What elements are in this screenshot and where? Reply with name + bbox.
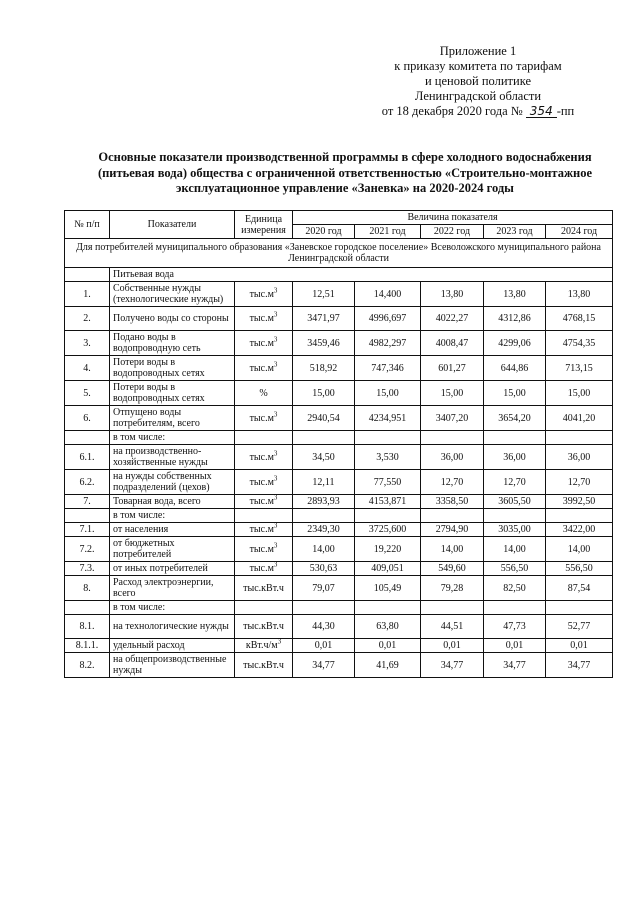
row-value [421, 601, 484, 615]
row-value: 14,00 [293, 537, 355, 562]
unit-superscript: 3 [273, 449, 278, 458]
row-indicator: на технологические нужды [110, 615, 235, 639]
table-row [65, 509, 613, 523]
row-indicator: на производственно-хозяйственные нужды [110, 445, 235, 470]
row-value [293, 431, 355, 445]
unit-text: тыс.м [249, 563, 274, 574]
row-value: 0,01 [546, 639, 613, 653]
row-value: 4312,86 [484, 307, 546, 331]
row-unit [235, 445, 293, 470]
row-value: 47,73 [484, 615, 546, 639]
header-year: 2023 год [484, 225, 546, 239]
row-value [293, 509, 355, 523]
row-value: 15,00 [421, 381, 484, 406]
row-unit [235, 381, 293, 406]
row-value: 2794,90 [421, 523, 484, 537]
row-number: 7.3. [65, 562, 110, 576]
header-year: 2021 год [355, 225, 421, 239]
row-value: 12,51 [293, 282, 355, 307]
row-number [65, 431, 110, 445]
row-value [546, 509, 613, 523]
header-unit-line2: измерения [241, 224, 286, 236]
section-no-cell [65, 268, 110, 282]
row-value: 3992,50 [546, 495, 613, 509]
row-value: 601,27 [421, 356, 484, 381]
header-value-group: Величина показателя [293, 211, 613, 225]
row-value: 36,00 [546, 445, 613, 470]
order-suffix: -пп [556, 104, 575, 118]
row-value: 747,346 [355, 356, 421, 381]
table-row [65, 356, 613, 381]
row-value: 3035,00 [484, 523, 546, 537]
row-unit [235, 495, 293, 509]
row-value: 34,77 [421, 653, 484, 678]
row-value: 530,63 [293, 562, 355, 576]
row-value: 13,80 [421, 282, 484, 307]
row-value: 556,50 [484, 562, 546, 576]
table-row [65, 495, 613, 509]
header-unit [235, 211, 293, 239]
row-unit [235, 406, 293, 431]
row-value: 13,80 [484, 282, 546, 307]
row-indicator: Расход электроэнергии, всего [110, 576, 235, 601]
row-value [546, 601, 613, 615]
header-year: 2022 год [421, 225, 484, 239]
row-value [421, 509, 484, 523]
row-number: 8. [65, 576, 110, 601]
row-value: 3407,20 [421, 406, 484, 431]
appendix-line-2: к приказу комитета по тарифам [394, 59, 562, 73]
unit-text: тыс.м [249, 476, 274, 488]
unit-superscript: 3 [273, 521, 278, 530]
section-row [65, 268, 613, 282]
row-unit [235, 653, 293, 678]
row-number: 7. [65, 495, 110, 509]
row-value: 12,11 [293, 470, 355, 495]
header-year: 2020 год [293, 225, 355, 239]
row-value: 4982,297 [355, 331, 421, 356]
table-row [65, 445, 613, 470]
row-value: 14,400 [355, 282, 421, 307]
table-row [65, 653, 613, 678]
title-line-1: Основные показатели производственной программы в сфере холодного водоснабжения [98, 150, 592, 164]
table-row [65, 639, 613, 653]
row-indicator: от населения [110, 523, 235, 537]
unit-text: тыс.м [249, 313, 274, 324]
row-value: 36,00 [484, 445, 546, 470]
row-value: 4041,20 [546, 406, 613, 431]
row-indicator: Получено воды со стороны [110, 307, 235, 331]
row-unit [235, 523, 293, 537]
row-number [65, 601, 110, 615]
row-indicator: от иных потребителей [110, 562, 235, 576]
table-row [65, 470, 613, 495]
unit-text: тыс.м [249, 524, 274, 535]
row-value: 4153,871 [355, 495, 421, 509]
table-row [65, 537, 613, 562]
table-row [65, 615, 613, 639]
unit-text: тыс.кВт.ч [243, 659, 284, 671]
unit-text: тыс.м [249, 543, 274, 555]
unit-superscript: 3 [273, 310, 278, 319]
table-row [65, 562, 613, 576]
region-row [65, 239, 613, 268]
row-number: 6. [65, 406, 110, 431]
row-value [355, 431, 421, 445]
row-unit [235, 431, 293, 445]
row-value: 4754,35 [546, 331, 613, 356]
row-value: 34,77 [546, 653, 613, 678]
row-unit [235, 282, 293, 307]
document-title [80, 150, 610, 197]
appendix-line-3: и ценовой политике [424, 74, 532, 88]
row-value: 2940,54 [293, 406, 355, 431]
row-unit [235, 639, 293, 653]
row-indicator: Отпущено воды потребителям, всего [110, 406, 235, 431]
unit-text: тыс.м [249, 362, 274, 374]
row-indicator: от бюджетных потребителей [110, 537, 235, 562]
row-number [65, 509, 110, 523]
row-value: 15,00 [355, 381, 421, 406]
table-row [65, 282, 613, 307]
unit-text: кВт.ч/м [245, 640, 278, 651]
row-value [355, 509, 421, 523]
row-value: 14,00 [421, 537, 484, 562]
row-value: 3471,97 [293, 307, 355, 331]
row-number: 8.1. [65, 615, 110, 639]
row-unit [235, 615, 293, 639]
unit-superscript: 3 [273, 286, 278, 295]
header-unit-line1: Единица [244, 213, 283, 225]
row-indicator: на нужды собственных подразделений (цехов) [110, 470, 235, 495]
row-unit [235, 470, 293, 495]
unit-superscript: 3 [273, 410, 278, 419]
row-unit [235, 509, 293, 523]
row-number: 3. [65, 331, 110, 356]
row-value: 19,220 [355, 537, 421, 562]
appendix-header [368, 44, 588, 119]
row-unit [235, 307, 293, 331]
unit-superscript: 3 [273, 474, 278, 483]
row-indicator: Товарная вода, всего [110, 495, 235, 509]
row-value: 77,550 [355, 470, 421, 495]
unit-text: тыс.кВт.ч [243, 621, 284, 632]
row-indicator: в том числе: [110, 509, 235, 523]
row-value [355, 601, 421, 615]
table-row [65, 307, 613, 331]
unit-superscript: 3 [273, 335, 278, 344]
row-value: 87,54 [546, 576, 613, 601]
table-header-row [65, 211, 613, 225]
row-unit [235, 331, 293, 356]
row-value: 4996,697 [355, 307, 421, 331]
table-row [65, 406, 613, 431]
row-value: 79,07 [293, 576, 355, 601]
row-value: 409,051 [355, 562, 421, 576]
row-value: 3654,20 [484, 406, 546, 431]
row-unit [235, 562, 293, 576]
row-value: 14,00 [546, 537, 613, 562]
row-value: 15,00 [546, 381, 613, 406]
row-value: 15,00 [484, 381, 546, 406]
row-number: 2. [65, 307, 110, 331]
row-value: 34,77 [293, 653, 355, 678]
row-value [484, 431, 546, 445]
row-value: 44,51 [421, 615, 484, 639]
row-unit [235, 601, 293, 615]
row-value: 36,00 [421, 445, 484, 470]
row-value [484, 601, 546, 615]
row-value [293, 601, 355, 615]
row-number: 6.2. [65, 470, 110, 495]
row-indicator: Потери воды в водопроводных сетях [110, 356, 235, 381]
row-value: 12,70 [421, 470, 484, 495]
row-value: 105,49 [355, 576, 421, 601]
row-value: 4022,27 [421, 307, 484, 331]
row-indicator: удельный расход [110, 639, 235, 653]
order-number: 354 [526, 105, 557, 118]
indicators-table [64, 210, 613, 678]
appendix-line-4: Ленинградской области [414, 89, 542, 103]
row-value: 644,86 [484, 356, 546, 381]
order-date: от 18 декабря 2020 года № [381, 104, 523, 118]
row-number: 1. [65, 282, 110, 307]
row-value: 0,01 [484, 639, 546, 653]
row-value: 4234,951 [355, 406, 421, 431]
order-date-line [368, 104, 588, 119]
unit-text: тыс.кВт.ч [243, 582, 284, 594]
row-value: 3,530 [355, 445, 421, 470]
row-number: 6.1. [65, 445, 110, 470]
row-value: 518,92 [293, 356, 355, 381]
row-number: 8.2. [65, 653, 110, 678]
row-number: 8.1.1. [65, 639, 110, 653]
row-value: 41,69 [355, 653, 421, 678]
section-cell: Питьевая вода [110, 268, 613, 282]
row-value: 14,00 [484, 537, 546, 562]
table-row [65, 431, 613, 445]
unit-text: тыс.м [249, 451, 274, 463]
unit-superscript: 3 [273, 541, 278, 550]
row-value: 556,50 [546, 562, 613, 576]
row-value [421, 431, 484, 445]
row-number: 4. [65, 356, 110, 381]
row-value [546, 431, 613, 445]
row-value: 3422,00 [546, 523, 613, 537]
row-value: 549,60 [421, 562, 484, 576]
row-value: 12,70 [484, 470, 546, 495]
unit-superscript: 3 [273, 493, 278, 502]
row-value: 34,50 [293, 445, 355, 470]
table-row [65, 381, 613, 406]
title-line-2: (питьевая вода) общества с ограниченной ответственностью «Строительно-монтажное [97, 165, 593, 180]
row-indicator: Подано воды в водопроводную сеть [110, 331, 235, 356]
unit-text: тыс.м [249, 496, 274, 507]
row-unit [235, 537, 293, 562]
region-cell: Для потребителей муниципального образования «Заневское городское поселение» Всеволожского муниципального района Ленинградской области [65, 239, 613, 268]
row-unit [235, 356, 293, 381]
row-value: 15,00 [293, 381, 355, 406]
row-value: 0,01 [421, 639, 484, 653]
row-value: 44,30 [293, 615, 355, 639]
row-value: 0,01 [293, 639, 355, 653]
row-value: 2893,93 [293, 495, 355, 509]
header-no: № п/п [65, 211, 110, 239]
row-value: 3605,50 [484, 495, 546, 509]
row-value: 79,28 [421, 576, 484, 601]
row-number: 7.1. [65, 523, 110, 537]
row-number: 7.2. [65, 537, 110, 562]
row-value: 63,80 [355, 615, 421, 639]
row-value: 34,77 [484, 653, 546, 678]
row-value: 12,70 [546, 470, 613, 495]
row-value: 52,77 [546, 615, 613, 639]
row-value: 2349,30 [293, 523, 355, 537]
row-value: 4768,15 [546, 307, 613, 331]
row-value: 4299,06 [484, 331, 546, 356]
header-indicators: Показатели [110, 211, 235, 239]
row-value: 3358,50 [421, 495, 484, 509]
row-value: 3725,600 [355, 523, 421, 537]
row-value [484, 509, 546, 523]
row-indicator: в том числе: [110, 431, 235, 445]
table-row [65, 601, 613, 615]
row-number: 5. [65, 381, 110, 406]
unit-text: тыс.м [249, 412, 274, 424]
unit-superscript: 3 [273, 360, 278, 369]
row-value: 0,01 [355, 639, 421, 653]
row-indicator: Потери воды в водопроводных сетях [110, 381, 235, 406]
unit-text: тыс.м [249, 288, 274, 300]
row-indicator: на общепроизводственные нужды [110, 653, 235, 678]
header-year: 2024 год [546, 225, 613, 239]
row-unit [235, 576, 293, 601]
table-row [65, 576, 613, 601]
row-value: 4008,47 [421, 331, 484, 356]
table-row [65, 331, 613, 356]
row-value: 3459,46 [293, 331, 355, 356]
unit-superscript: 3 [273, 560, 278, 569]
row-indicator: в том числе: [110, 601, 235, 615]
table-row [65, 523, 613, 537]
row-indicator: Собственные нужды (технологические нужды) [110, 282, 235, 307]
row-value: 82,50 [484, 576, 546, 601]
title-line-3: эксплуатационное управление «Заневка» на 2020-2024 годы [176, 181, 514, 195]
unit-text: тыс.м [249, 337, 274, 349]
row-value: 713,15 [546, 356, 613, 381]
appendix-line-1: Приложение 1 [439, 44, 517, 58]
row-value: 13,80 [546, 282, 613, 307]
unit-text: % [259, 387, 268, 399]
unit-superscript: 3 [277, 637, 282, 646]
